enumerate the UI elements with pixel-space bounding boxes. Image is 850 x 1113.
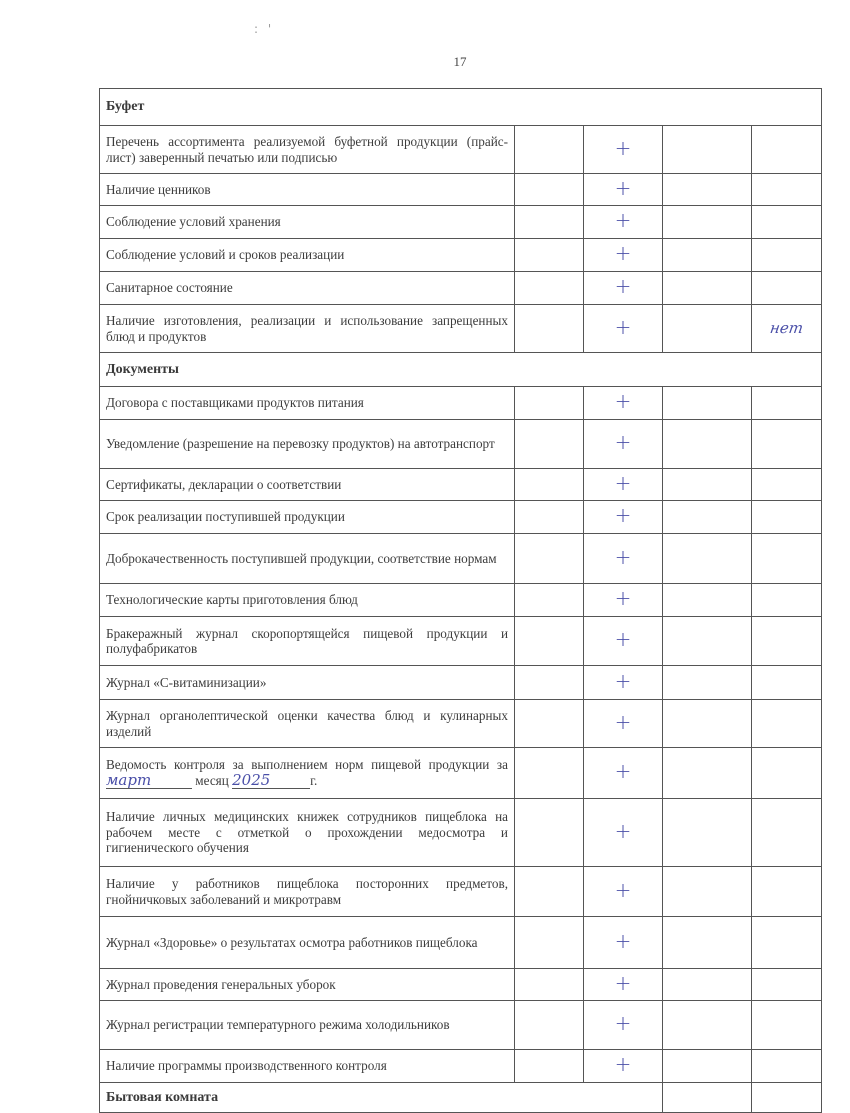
row-label: Санитарное состояние — [100, 272, 515, 305]
cell-col1 — [515, 272, 584, 305]
cell-col3 — [663, 305, 752, 353]
row-label: Журнал регистрации температурного режима холодильников — [100, 1001, 515, 1050]
cell-col1 — [515, 969, 584, 1001]
cell-col3 — [663, 1050, 752, 1083]
cell-col2 — [584, 387, 663, 420]
table-row — [100, 917, 822, 969]
row-label: Технологические карты приготовления блюд — [100, 584, 515, 617]
cell-col4 — [752, 420, 822, 469]
cell-col3 — [663, 387, 752, 420]
cell-col3 — [663, 126, 752, 174]
row-label: Журнал органолептической оценки качества блюд и кулинарных изделий — [100, 700, 515, 748]
month-field[interactable] — [106, 770, 192, 789]
year-field[interactable] — [232, 770, 310, 789]
row-label: Наличие личных медицинских книжек сотрудников пищеблока на рабочем месте с отметкой о прохождении медосмотра и гигиенического обучения — [100, 799, 515, 867]
cell-col2 — [584, 126, 663, 174]
cell-col2 — [584, 748, 663, 799]
table-row — [100, 666, 822, 700]
cell-col3 — [663, 501, 752, 534]
cell-col4 — [752, 469, 822, 501]
row-label: Срок реализации поступившей продукции — [100, 501, 515, 534]
year-value: 2025 — [232, 770, 271, 789]
table-row — [100, 700, 822, 748]
cell-col2 — [584, 501, 663, 534]
plus-mark: + — [614, 208, 632, 233]
cell-col1 — [515, 174, 584, 206]
cell-col1 — [515, 206, 584, 239]
cell-col3 — [663, 867, 752, 917]
cell-col1 — [515, 305, 584, 353]
cell-col4 — [752, 206, 822, 239]
table-row — [100, 305, 822, 353]
row-label: Доброкачественность поступившей продукции, соответствие нормам — [100, 534, 515, 584]
plus-mark: + — [614, 544, 632, 569]
inspection-checklist-table — [99, 88, 822, 1113]
cell-col4 — [752, 666, 822, 700]
plus-mark: + — [614, 928, 632, 953]
cell-col4 — [752, 239, 822, 272]
row-label-part1: Ведомость контроля за выполнением норм пищевой продукции за — [106, 757, 508, 773]
cell-col3 — [663, 469, 752, 501]
cell-col2 — [584, 239, 663, 272]
cell-col3 — [663, 534, 752, 584]
cell-col2 — [584, 1001, 663, 1050]
table-row — [100, 501, 822, 534]
page-number: 17 — [453, 54, 467, 69]
row-label: Журнал проведения генеральных уборок — [100, 969, 515, 1001]
plus-mark: + — [614, 1052, 632, 1077]
cell-col4 — [752, 617, 822, 666]
row-label: Перечень ассортимента реализуемой буфетной продукции (прайс-лист) заверенный печатью или подписью — [100, 126, 515, 174]
cell-col1 — [515, 1050, 584, 1083]
cell-col2 — [584, 617, 663, 666]
table-row — [100, 969, 822, 1001]
cell-col2 — [584, 206, 663, 239]
row-label: Журнал «С-витаминизации» — [100, 666, 515, 700]
table-row — [100, 272, 822, 305]
plus-mark: + — [614, 818, 632, 843]
cell-col4 — [752, 126, 822, 174]
cell-col1 — [515, 700, 584, 748]
cell-col3 — [663, 666, 752, 700]
section-title: Документы — [100, 353, 822, 387]
cell-col4 — [752, 534, 822, 584]
scan-specks: : ' — [254, 22, 275, 36]
section-title: Бытовая комната — [100, 1083, 663, 1113]
cell-col4 — [752, 387, 822, 420]
cell-col1 — [515, 666, 584, 700]
cell-col2 — [584, 700, 663, 748]
plus-mark: + — [614, 668, 632, 693]
row-label-part3: г. — [310, 772, 318, 788]
cell-col4 — [752, 501, 822, 534]
cell-col4 — [752, 917, 822, 969]
cell-col4 — [752, 305, 822, 353]
row-label: Уведомление (разрешение на перевозку продуктов) на автотранспорт — [100, 420, 515, 469]
cell-col4 — [752, 1050, 822, 1083]
table-row — [100, 584, 822, 617]
cell-col3 — [663, 584, 752, 617]
cell-col1 — [515, 469, 584, 501]
table-row — [100, 799, 822, 867]
row-label: Наличие изготовления, реализации и использование запрещенных блюд и продуктов — [100, 305, 515, 353]
table-row — [100, 534, 822, 584]
plus-mark: + — [614, 709, 632, 734]
cell-col2 — [584, 534, 663, 584]
cell-col1 — [515, 387, 584, 420]
cell-col1 — [515, 799, 584, 867]
handwritten-note: нет — [768, 318, 805, 337]
cell-col4 — [752, 700, 822, 748]
cell-col3 — [663, 969, 752, 1001]
cell-col3 — [663, 174, 752, 206]
cell-col3 — [663, 239, 752, 272]
section-title: Буфет — [100, 89, 822, 126]
plus-mark: + — [614, 430, 632, 455]
cell-col2 — [584, 420, 663, 469]
section-header-bufet — [100, 89, 822, 126]
plus-mark: + — [614, 241, 632, 266]
cell-col2 — [584, 666, 663, 700]
row-label-part2: месяц — [195, 772, 229, 788]
cell-col4 — [752, 867, 822, 917]
plus-mark: + — [614, 135, 632, 160]
cell-col2 — [584, 969, 663, 1001]
table-row — [100, 174, 822, 206]
cell-col3 — [663, 272, 752, 305]
cell-col2 — [584, 272, 663, 305]
cell-col2 — [584, 867, 663, 917]
cell-col1 — [515, 239, 584, 272]
cell-col3 — [663, 799, 752, 867]
cell-col3 — [663, 206, 752, 239]
cell-col1 — [515, 584, 584, 617]
cell-col2 — [584, 469, 663, 501]
row-label: Журнал «Здоровье» о результатах осмотра работников пищеблока — [100, 917, 515, 969]
table-row — [100, 126, 822, 174]
cell-col2 — [584, 799, 663, 867]
table-row — [100, 469, 822, 501]
row-label: Наличие программы производственного контроля — [100, 1050, 515, 1083]
cell-col4 — [752, 174, 822, 206]
row-label: Соблюдение условий и сроков реализации — [100, 239, 515, 272]
table-row — [100, 420, 822, 469]
row-label: Бракеражный журнал скоропортящейся пищевой продукции и полуфабрикатов — [100, 617, 515, 666]
plus-mark: + — [614, 1011, 632, 1036]
plus-mark: + — [614, 627, 632, 652]
plus-mark: + — [614, 470, 632, 495]
cell-col2 — [584, 584, 663, 617]
cell-col4 — [752, 799, 822, 867]
table-row-vedomost — [100, 748, 822, 799]
cell-col1 — [515, 917, 584, 969]
cell-col2 — [584, 174, 663, 206]
cell-col3 — [663, 420, 752, 469]
cell-col1 — [515, 867, 584, 917]
plus-mark: + — [614, 877, 632, 902]
cell-col4 — [752, 748, 822, 799]
table-row — [100, 867, 822, 917]
cell-col1 — [515, 126, 584, 174]
month-value: март — [106, 770, 152, 789]
cell-col1 — [515, 501, 584, 534]
cell-col3 — [663, 917, 752, 969]
plus-mark: + — [614, 274, 632, 299]
cell-col3 — [663, 617, 752, 666]
cell-col2 — [584, 917, 663, 969]
row-label: Наличие ценников — [100, 174, 515, 206]
row-label — [100, 748, 515, 799]
plus-mark: + — [614, 759, 632, 784]
cell-col3 — [663, 1001, 752, 1050]
cell-col1 — [515, 420, 584, 469]
table-row — [100, 1050, 822, 1083]
table-row — [100, 387, 822, 420]
row-label: Наличие у работников пищеблока посторонних предметов, гнойничковых заболеваний и микротравм — [100, 867, 515, 917]
table-row — [100, 1001, 822, 1050]
cell-col1 — [515, 1001, 584, 1050]
row-label: Соблюдение условий хранения — [100, 206, 515, 239]
plus-mark: + — [614, 175, 632, 200]
table-row — [100, 206, 822, 239]
table-row — [100, 239, 822, 272]
plus-mark: + — [614, 503, 632, 528]
plus-mark: + — [614, 389, 632, 414]
cell-col3 — [663, 748, 752, 799]
cell-col4 — [752, 584, 822, 617]
cell-col4 — [752, 1083, 822, 1113]
cell-col1 — [515, 534, 584, 584]
section-header-bytovaya — [100, 1083, 822, 1113]
table-row — [100, 617, 822, 666]
cell-col2 — [584, 305, 663, 353]
cell-col4 — [752, 272, 822, 305]
plus-mark: + — [614, 586, 632, 611]
row-label: Сертификаты, декларации о соответствии — [100, 469, 515, 501]
plus-mark: + — [614, 314, 632, 339]
cell-col4 — [752, 1001, 822, 1050]
plus-mark: + — [614, 970, 632, 995]
section-header-documents — [100, 353, 822, 387]
cell-col1 — [515, 617, 584, 666]
cell-col3 — [663, 1083, 752, 1113]
cell-col4 — [752, 969, 822, 1001]
cell-col3 — [663, 700, 752, 748]
row-label: Договора с поставщиками продуктов питания — [100, 387, 515, 420]
cell-col2 — [584, 1050, 663, 1083]
cell-col1 — [515, 748, 584, 799]
